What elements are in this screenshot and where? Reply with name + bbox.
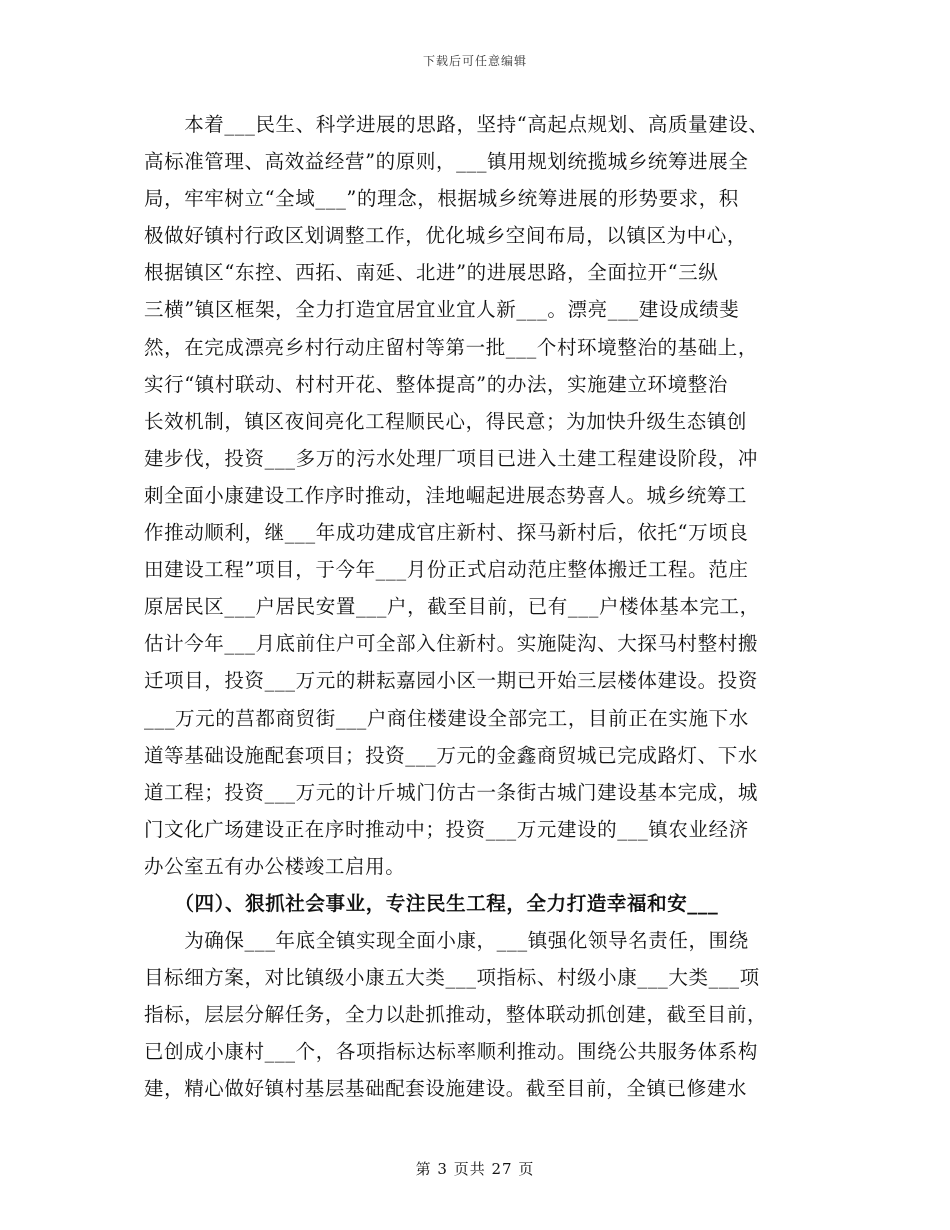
body-line: 高标准管理、高效益经营”的原则，___镇用规划统揽城乡统筹进展全 — [144, 150, 749, 174]
body-line: 估计今年___月底前住户可全部入住新村。实施陡沟、大探马村整村搬 — [144, 632, 758, 656]
body-line: 建，精心做好镇村基层基础配套设施建设。截至目前，全镇已修建水 — [144, 1077, 748, 1101]
body-line: 本着___民生、科学进展的思路，坚持“高起点规划、高质量建设、 — [144, 113, 769, 136]
body-line: 建步伐，投资___多万的污水处理厂项目已进入土建工程建设阶段，冲 — [144, 446, 758, 470]
page-header: 下载后可任意编辑 — [422, 54, 527, 68]
body-line: 道等基础设施配套项目；投资___万元的金鑫商贸城已完成路灯、下水 — [144, 743, 758, 767]
document-body — [144, 106, 809, 1108]
section-heading: （四）、狠抓社会事业，专注民生工程，全力打造幸福和安___ — [144, 891, 719, 915]
body-line: 然，在完成漂亮乡村行动庄留村等第一批___个村环境整治的基础上， — [144, 335, 758, 359]
body-line: 原居民区___户居民安置___户，截至目前，已有___户楼体基本完工， — [144, 595, 760, 619]
body-line: 局，牢牢树立“全域___”的理念，根据城乡统筹进展的形势要求，积 — [144, 187, 739, 211]
body-line: ___万元的莒都商贸街___户商住楼建设全部完工，目前正在实施下水 — [144, 706, 749, 730]
body-line: 实行“镇村联动、村村开花、整体提高”的办法，实施建立环境整治 — [144, 372, 728, 396]
body-line: 办公室五有办公楼竣工启用。 — [144, 854, 406, 878]
body-line: 根据镇区“东控、西拓、南延、北进”的进展思路，全面拉开“三纵 — [144, 261, 719, 285]
body-line: 指标，层层分解任务，全力以赴抓推动，整体联动抓创建，截至目前， — [144, 1003, 768, 1027]
body-line: 作推动顺利，继___年成功建成官庄新村、探马新村后，依托“万顷良 — [144, 521, 749, 545]
body-line: 为确保___年底全镇实现全面小康，___镇强化领导名责任，围绕 — [144, 929, 749, 953]
body-line: 门文化广场建设正在序时推动中；投资___万元建设的___镇农业经济 — [144, 817, 749, 841]
body-line: 已创成小康村___个，各项指标达标率顺利推动。围绕公共服务体系构 — [144, 1040, 758, 1064]
page-footer: 第 3 页共 27 页 — [415, 1160, 535, 1178]
body-line: 刺全面小康建设工作序时推动，洼地崛起进展态势喜人。城乡统筹工 — [144, 483, 748, 507]
body-line: 目标细方案，对比镇级小康五大类___项指标、村级小康___大类___项 — [144, 966, 760, 990]
body-line: 迁项目，投资___万元的耕耘嘉园小区一期已开始三层楼体建设。投资 — [144, 669, 758, 693]
body-line: 三横”镇区框架，全力打造宜居宜业宜人新___。漂亮___建设成绩斐 — [144, 298, 740, 322]
body-line: 田建设工程”项目，于今年___月份正式启动范庄整体搬迁工程。范庄 — [144, 558, 749, 582]
body-line: 道工程；投资___万元的计斤城门仿古一条街古城门建设基本完成，城 — [144, 780, 758, 804]
body-line: 长效机制，镇区夜间亮化工程顺民心，得民意；为加快升级生态镇创 — [144, 409, 748, 433]
body-line: 极做好镇村行政区划调整工作，优化城乡空间布局，以镇区为中心， — [144, 224, 748, 248]
